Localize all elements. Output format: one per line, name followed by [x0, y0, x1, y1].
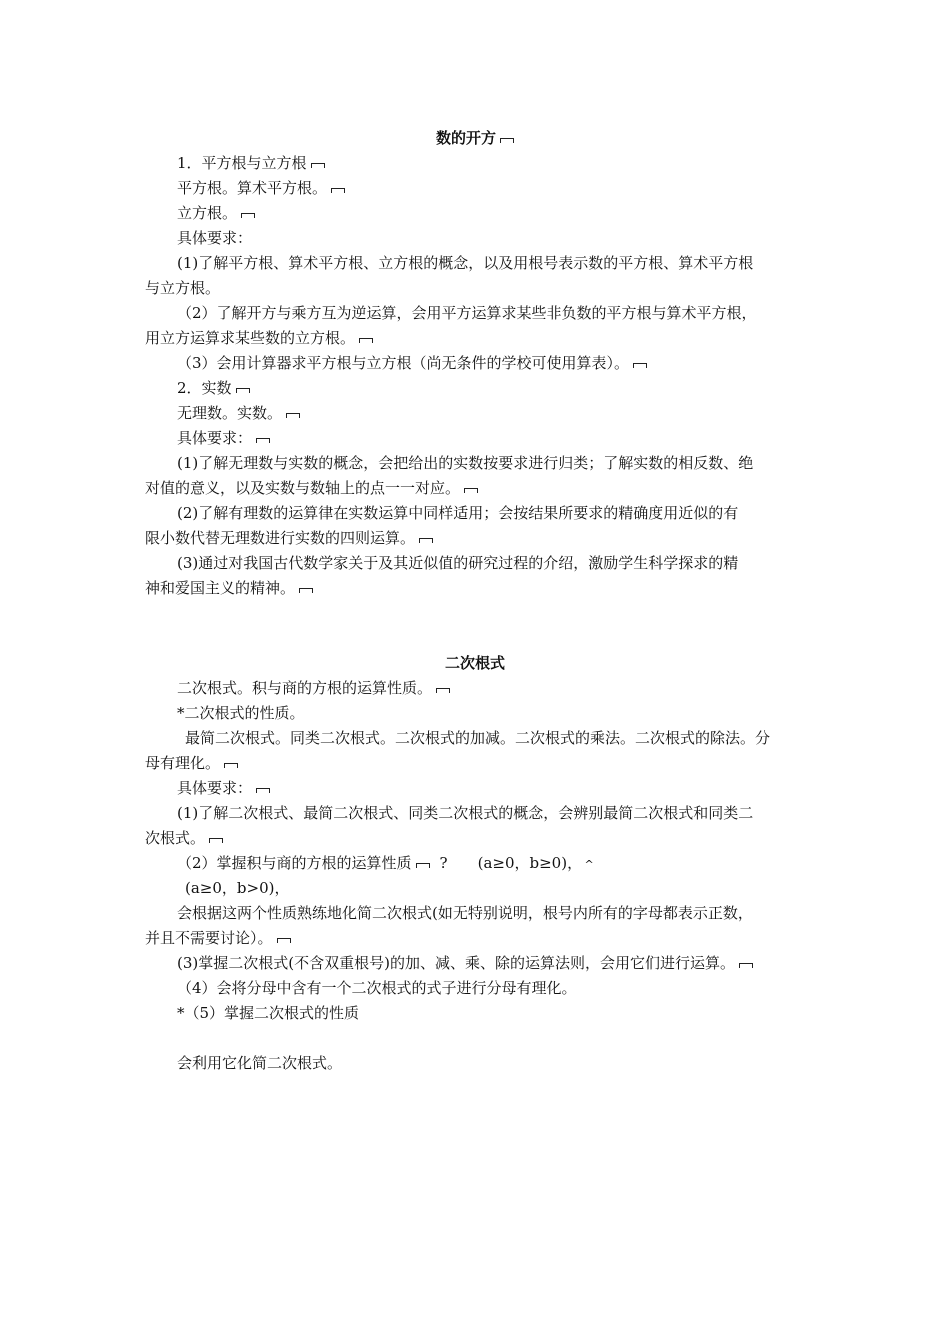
paragraph-line: 与立方根。 — [145, 279, 221, 297]
line-text: （3）会用计算器求平方根与立方根（尚无条件的学校可使用算表）。 — [177, 354, 630, 372]
paragraph-line — [145, 326, 373, 350]
paragraph-mark-icon — [739, 961, 753, 969]
paragraph-line: (3)通过对我国古代数学家关于及其近似值的研究过程的介绍，激励学生科学探求的精 — [177, 554, 739, 572]
section-title — [0, 126, 950, 150]
paragraph-line — [177, 776, 270, 800]
paragraph-line: 具体要求： — [177, 229, 253, 247]
paragraph-line — [145, 826, 223, 850]
line-text: 限小数代替无理数进行实数的四则运算。 — [145, 529, 416, 547]
paragraph-mark-icon — [256, 786, 270, 794]
paragraph-line: 会根据这两个性质熟练地化简二次根式(如无特别说明，根号内所有的字母都表示正数， — [177, 904, 753, 922]
line-text: 具体要求： — [177, 429, 253, 447]
section-title-text: 数的开方 — [435, 129, 496, 147]
paragraph-line: 会利用它化简二次根式。 — [177, 1054, 343, 1072]
paragraph-line — [177, 176, 345, 200]
line-text: 二次根式。积与商的方根的运算性质。 — [177, 679, 433, 697]
paragraph-line — [177, 951, 753, 975]
line-text: 2．实数 — [177, 379, 232, 397]
paragraph-mark-icon — [256, 436, 270, 444]
line-text: 对值的意义，以及实数与数轴上的点一一对应。 — [145, 479, 461, 497]
paragraph-line — [145, 526, 433, 550]
line-text: 具体要求： — [177, 779, 253, 797]
paragraph-line: *二次根式的性质。 — [177, 704, 305, 722]
heading-line — [177, 376, 250, 400]
paragraph-line: 最简二次根式。同类二次根式。二次根式的加减。二次根式的乘法。二次根式的除法。分 — [185, 729, 771, 747]
paragraph-line — [177, 401, 300, 425]
paragraph-line — [177, 201, 255, 225]
line-text: （2）掌握积与商的方根的运算性质 — [177, 854, 412, 872]
line-text: 用立方运算求某些数的立方根。 — [145, 329, 356, 347]
paragraph-line: （2）了解开方与乘方互为逆运算，会用平方运算求某些非负数的平方根与算术平方根， — [177, 304, 757, 322]
caret-icon: ^ — [584, 858, 594, 871]
paragraph-line: (2)了解有理数的运算律在实数运算中同样适用；会按结果所要求的精确度用近似的有 — [177, 504, 739, 522]
paragraph-line — [145, 576, 313, 600]
paragraph-line — [177, 676, 450, 700]
section-title: 二次根式 — [444, 654, 505, 672]
paragraph-mark-icon — [500, 136, 514, 144]
paragraph-line — [177, 426, 270, 450]
heading-line — [177, 151, 325, 175]
paragraph-mark-icon — [209, 836, 223, 844]
line-text: 立方根。 — [177, 204, 238, 222]
paragraph-mark-icon — [224, 761, 238, 769]
line-text: 1．平方根与立方根 — [177, 154, 307, 172]
paragraph-line — [145, 926, 291, 950]
paragraph-line — [145, 751, 238, 775]
paragraph-line — [177, 351, 647, 375]
formula-condition: (a≥0，b>0)， — [185, 879, 290, 897]
formula-condition: (a≥0，b≥0)， — [477, 854, 583, 872]
line-text: 母有理化。 — [145, 754, 221, 772]
paragraph-line: （4）会将分母中含有一个二次根式的式子进行分母有理化。 — [177, 979, 577, 997]
paragraph-line — [177, 851, 596, 875]
paragraph-mark-icon — [311, 161, 325, 169]
paragraph-mark-icon — [331, 186, 345, 194]
paragraph-mark-icon — [286, 411, 300, 419]
paragraph-mark-icon — [236, 386, 250, 394]
paragraph-mark-icon — [277, 936, 291, 944]
line-text: (3)掌握二次根式(不含双重根号)的加、减、乘、除的运算法则，会用它们进行运算。 — [177, 954, 735, 972]
paragraph-mark-icon — [464, 486, 478, 494]
paragraph-line: (1)了解无理数与实数的概念，会把给出的实数按要求进行归类；了解实数的相反数、绝 — [177, 454, 754, 472]
paragraph-line: *（5）掌握二次根式的性质 — [177, 1004, 360, 1022]
line-text: 无理数。实数。 — [177, 404, 283, 422]
paragraph-mark-icon — [436, 686, 450, 694]
line-text: 并且不需要讨论）。 — [145, 929, 273, 947]
paragraph-mark-icon — [299, 586, 313, 594]
paragraph-mark-icon — [241, 211, 255, 219]
line-text: 神和爱国主义的精神。 — [145, 579, 296, 597]
paragraph-line: (1)了解平方根、算术平方根、立方根的概念，以及用根号表示数的平方根、算术平方根 — [177, 254, 754, 272]
paragraph-mark-icon — [633, 361, 647, 369]
paragraph-mark-icon — [416, 861, 430, 869]
paragraph-line — [145, 476, 478, 500]
paragraph-mark-icon — [359, 336, 373, 344]
line-text: 次根式。 — [145, 829, 206, 847]
line-text: 平方根。算术平方根。 — [177, 179, 328, 197]
paragraph-line: (1)了解二次根式、最简二次根式、同类二次根式的概念，会辨别最简二次根式和同类二 — [177, 804, 754, 822]
paragraph-mark-icon — [419, 536, 433, 544]
missing-formula-placeholder: ? — [439, 854, 448, 872]
